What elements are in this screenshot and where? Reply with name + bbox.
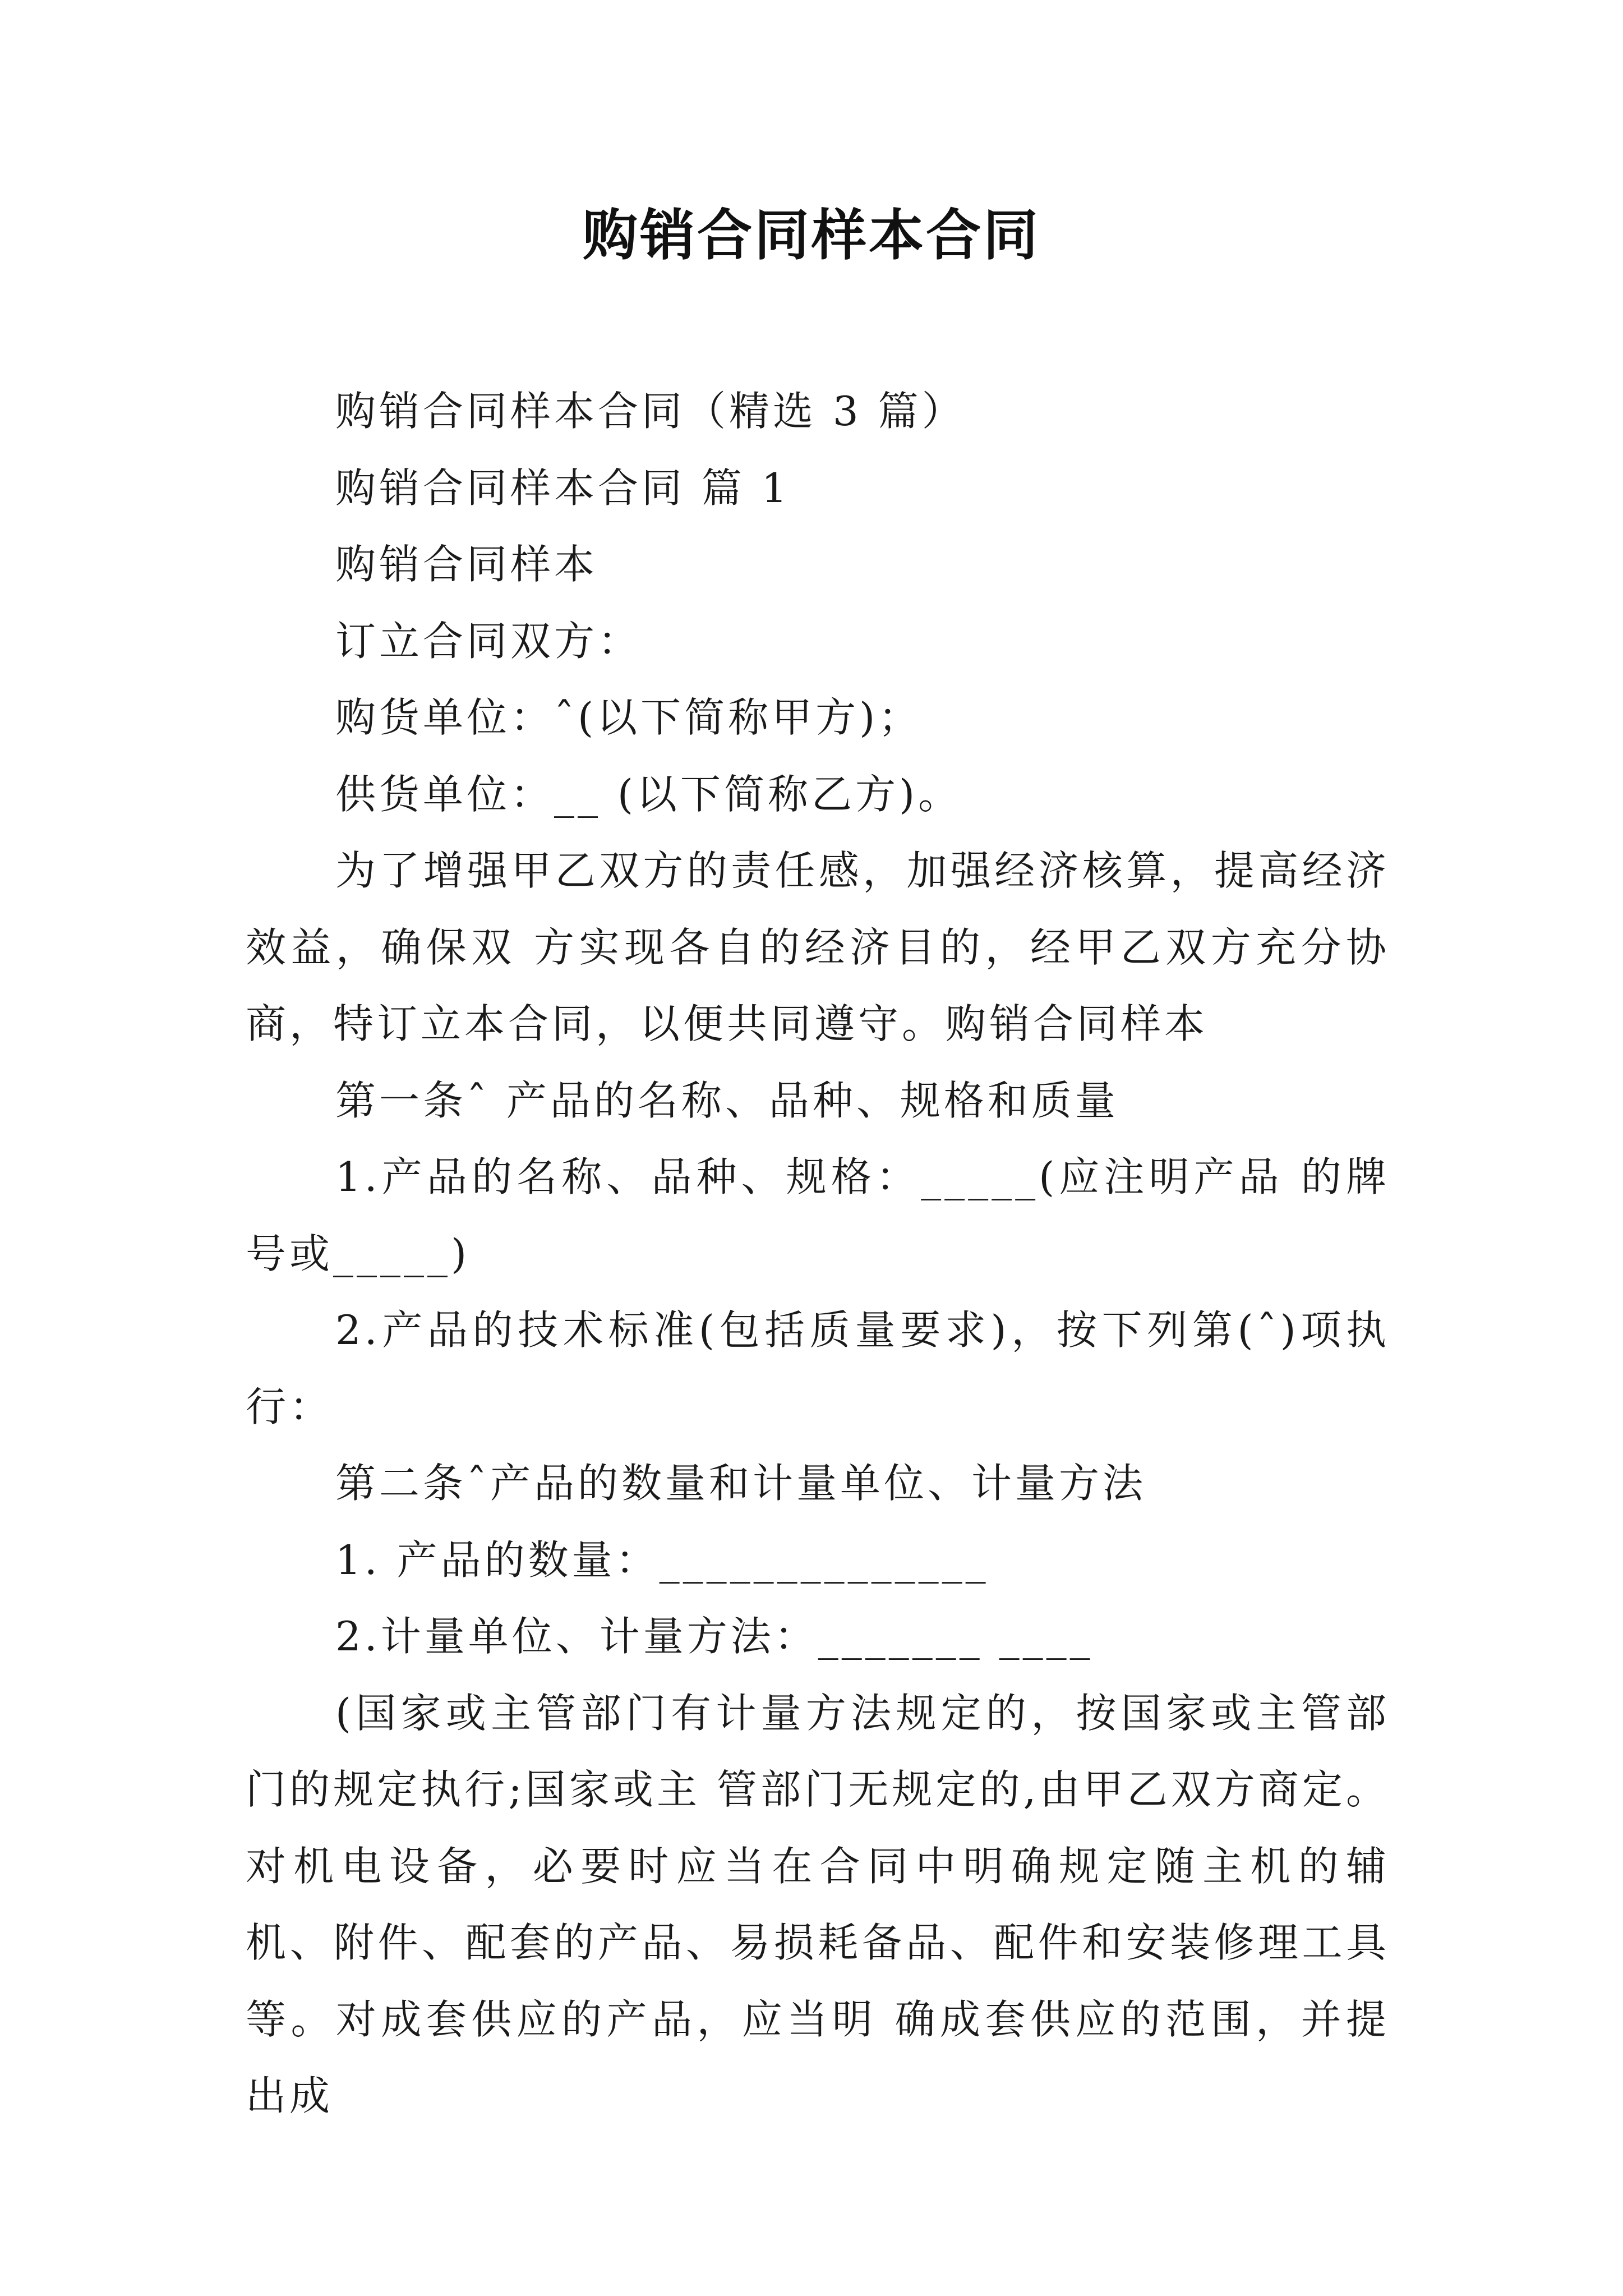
- document-body: [246, 373, 1390, 2134]
- paragraph-article-2-heading: 第二条ˆ产品的数量和计量单位、计量方法: [335, 1460, 1147, 1507]
- paragraph-purpose: 为了增强甲乙双方的责任感，加强经济核算，提高经济效益，确保双 方实现各自的经济目的，经甲乙双方充分协商，特订立本合同，以便共同遵守。购销合同样本: [246, 847, 1390, 1047]
- document-title: 购销合同样本合同: [582, 203, 1040, 268]
- paragraph-supplier: 供货单位：__ (以下简称乙方)。: [335, 770, 962, 818]
- paragraph-article-1-item-1: 1.产品的名称、品种、规格：_____(应注明产品 的牌号或_____): [246, 1153, 1390, 1277]
- paragraph-parties: 订立合同双方：: [335, 617, 642, 665]
- paragraph-sample-heading: 购销合同样本: [335, 541, 598, 588]
- paragraph-part-1-heading: 购销合同样本合同 篇 1: [335, 464, 791, 512]
- paragraph-buyer: 购货单位：ˆ(以下简称甲方)；: [335, 694, 923, 741]
- paragraph-article-2-note: (国家或主管部门有计量方法规定的，按国家或主管部门的规定执行;国家或主 管部门无规定的,由甲乙双方商定。对机电设备，必要时应当在合同中明确规定随主机的辅 机、附件、配套的产品、易损耗备品、配件和安装修理工具等。对成套供应的产品，应当明 确成套供应的范围，并提出成: [246, 1689, 1390, 2119]
- paragraph-article-2-item-2: 2.计量单位、计量方法：_______ ____: [335, 1613, 1094, 1660]
- paragraph-article-1-heading: 第一条ˆ 产品的名称、品种、规格和质量: [335, 1076, 1119, 1124]
- paragraph-article-2-item-1: 1. 产品的数量：______________: [335, 1536, 989, 1584]
- paragraph-article-1-item-2: 2.产品的技术标准(包括质量要求)，按下列第(ˆ)项执行：: [246, 1306, 1390, 1430]
- paragraph-selected-heading: 购销合同样本合同（精选 3 篇）: [335, 388, 966, 435]
